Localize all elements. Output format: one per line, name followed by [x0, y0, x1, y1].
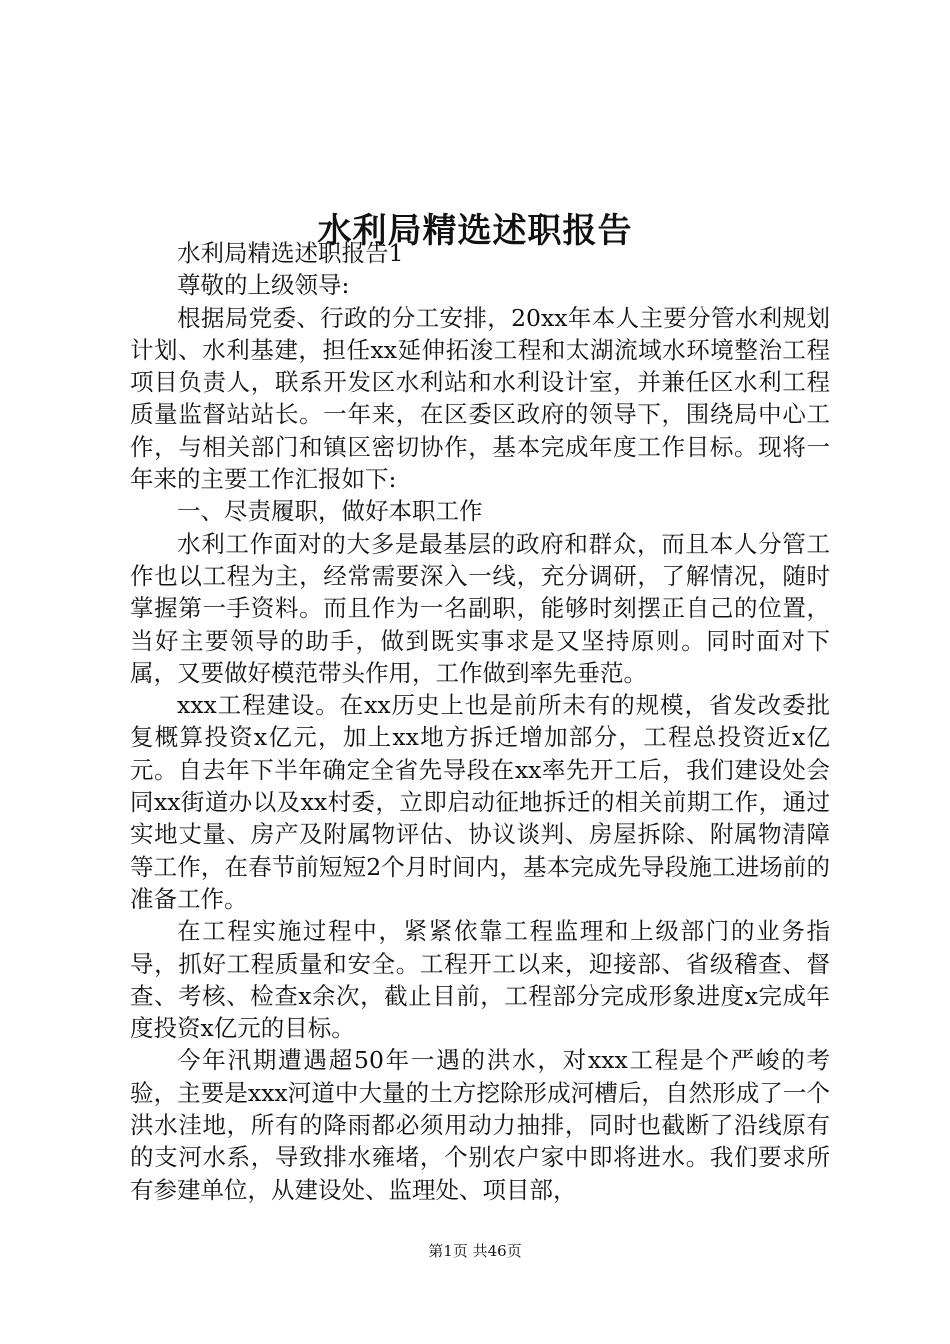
- document-body: [130, 237, 830, 1206]
- body-paragraph: xxx工程建设。在xx历史上也是前所未有的规模，省发改委批复概算投资x亿元，加上xx地方拆迁增加部分，工程总投资近x亿元。自去年下半年确定全省先导段在xx率先开工后，我们建设处会同xx街道办以及xx村委，立即启动征地拆迁的相关前期工作，通过实地丈量、房产及附属物评估、协议谈判、房屋拆除、附属物清障等工作，在春节前短短2个月时间内，基本完成先导段施工进场前的准备工作。: [130, 691, 830, 913]
- body-paragraph: 在工程实施过程中，紧紧依靠工程监理和上级部门的业务指导，抓好工程质量和安全。工程开工以来，迎接部、省级稽查、督查、考核、检查x余次，截止目前，工程部分完成形象进度x完成年度投资x亿元的目标。: [130, 917, 830, 1043]
- document-title: 水利局精选述职报告: [317, 210, 633, 251]
- section-heading: 一、尽责履职，做好本职工作: [177, 497, 483, 526]
- body-paragraph: 根据局党委、行政的分工安排，20xx年本人主要分管水利规划计划、水利基建，担任xx延伸拓浚工程和太湖流域水环境整治工程项目负责人，联系开发区水利站和水利设计室，并兼任区水利工程质量监督站站长。一年来，在区委区政府的领导下，围绕局中心工作，与相关部门和镇区密切协作，基本完成年度工作目标。现将一年来的主要工作汇报如下:: [130, 303, 830, 494]
- report-subtitle: 水利局精选述职报告1: [177, 239, 404, 267]
- page-footer: 第1页 共46页: [428, 1242, 522, 1260]
- body-paragraph: 今年汛期遭遇超50年一遇的洪水，对xxx工程是个严峻的考验，主要是xxx河道中大量的土方挖除形成河槽后，自然形成了一个洪水洼地，所有的降雨都必须用动力抽排，同时也截断了沿线原有的支河水系，导致排水雍堵，个别农户家中即将进水。我们要求所有参建单位，从建设处、监理处、项目部，: [130, 1046, 830, 1204]
- body-paragraph: 水利工作面对的大多是最基层的政府和群众，而且本人分管工作也以工程为主，经常需要深入一线，充分调研，了解情况，随时掌握第一手资料。而且作为一名副职，能够时刻摆正自己的位置，当好主要领导的助手，做到既实事求是又坚持原则。同时面对下属，又要做好模范带头作用，工作做到率先垂范。: [130, 529, 830, 687]
- salutation: 尊敬的上级领导:: [177, 271, 350, 300]
